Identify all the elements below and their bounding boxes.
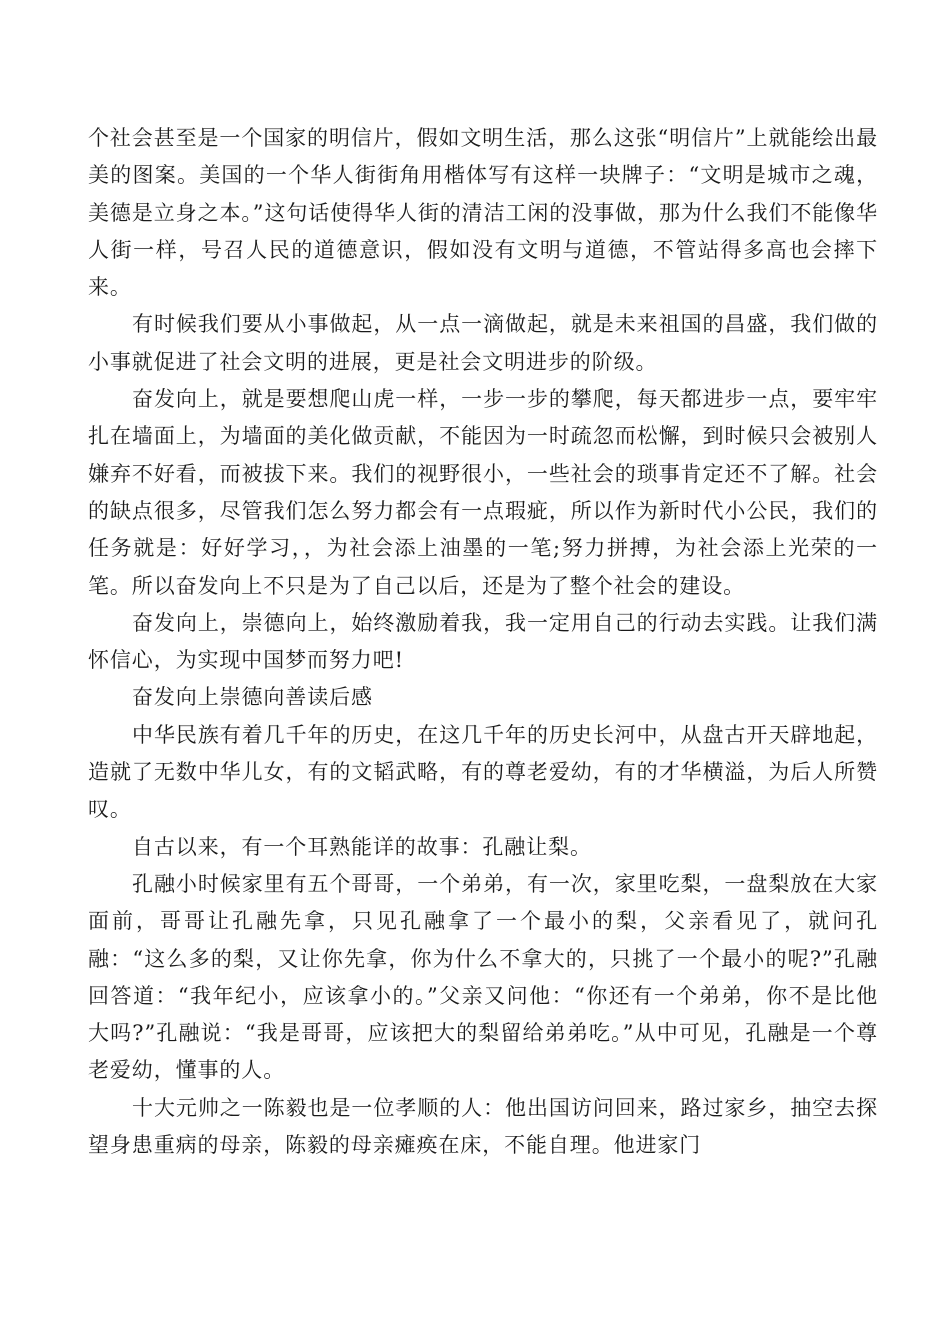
paragraph-7: 孔融小时候家里有五个哥哥，一个弟弟，有一次，家里吃梨，一盘梨放在大家面前，哥哥让孔融先拿，只见孔融拿了一个最小的梨，父亲看见了，就问孔融：“这么多的梨，又让你先拿，你为什么不拿大的，只挑了一个最小的呢?”孔融回答道：“我年纪小，应该拿小的。”父亲又问他：“你还有一个弟弟，你不是比他大吗?”孔融说：“我是哥哥，应该把大的梨留给弟弟吃。”从中可见，孔融是一个尊老爱幼，懂事的人。	[88, 871, 878, 1083]
section-heading: 奋发向上崇德向善读后感	[132, 685, 373, 710]
paragraph-8: 十大元帅之一陈毅也是一位孝顺的人：他出国访问回来，路过家乡，抽空去探望身患重病的母亲，陈毅的母亲瘫痪在床，不能自理。他进家门	[88, 1095, 878, 1158]
paragraph-4: 奋发向上，崇德向上，始终激励着我，我一定用自己的行动去实践。让我们满怀信心，为实现中国梦而努力吧!	[88, 610, 878, 673]
paragraph-1: 个社会甚至是一个国家的明信片，假如文明生活，那么这张“明信片”上就能绘出最美的图案。美国的一个华人街街角用楷体写有这样一块牌子：“文明是城市之魂，美德是立身之本。”这句话使得华人街的清洁工闲的没事做，那为什么我们不能像华人街一样，号召人民的道德意识，假如没有文明与道德，不管站得多高也会摔下来。	[88, 126, 878, 300]
paragraph-5: 中华民族有着几千年的历史，在这几千年的历史长河中，从盘古开天辟地起，造就了无数中华儿女，有的文韬武略，有的尊老爱幼，有的才华横溢，为后人所赞叹。	[88, 722, 878, 822]
paragraph-3: 奋发向上，就是要想爬山虎一样，一步一步的攀爬，每天都进步一点，要牢牢扎在墙面上，为墙面的美化做贡献，不能因为一时疏忽而松懈，到时候只会被别人嫌弃不好看，而被拔下来。我们的视野很小，一些社会的琐事肯定还不了解。社会的缺点很多，尽管我们怎么努力都会有一点瑕疵，所以作为新时代小公民，我们的任务就是：好好学习，，为社会添上油墨的一笔;努力拼搏，为社会添上光荣的一笔。所以奋发向上不只是为了自己以后，还是为了整个社会的建设。	[88, 387, 878, 598]
document-body	[88, 120, 878, 1164]
paragraph-2: 有时候我们要从小事做起，从一点一滴做起，就是未来祖国的昌盛，我们做的小事就促进了社会文明的进展，更是社会文明进步的阶级。	[88, 312, 878, 374]
paragraph-6: 自古以来，有一个耳熟能详的故事：孔融让梨。	[132, 834, 592, 859]
